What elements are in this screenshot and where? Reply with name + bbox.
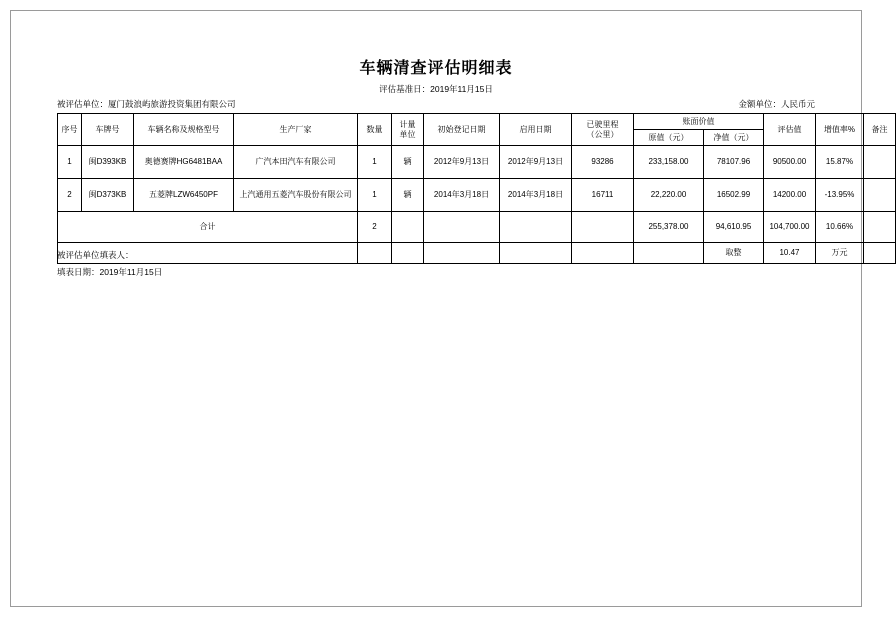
total-unit-blank — [392, 212, 424, 243]
page-title: 车辆清查评估明细表 — [359, 58, 513, 77]
cell-unit: 辆 — [392, 179, 424, 212]
cell-net-value: 78107.96 — [704, 146, 764, 179]
cell-first-reg-date: 2014年3月18日 — [424, 179, 500, 212]
cell-net-value: 16502.99 — [704, 179, 764, 212]
cell-appreciation-rate: -13.95% — [816, 179, 864, 212]
cell-remark — [864, 146, 896, 179]
col-manufacturer: 生产厂家 — [234, 114, 358, 146]
cell-original-value: 22,220.00 — [634, 179, 704, 212]
col-mileage-line2: （公里） — [586, 129, 619, 139]
cell-mileage: 93286 — [572, 146, 634, 179]
cell-name-model: 奥德赛牌HG6481BAA — [134, 146, 234, 179]
col-start-use-date: 启用日期 — [500, 114, 572, 146]
footer-signature: 被评估单位填表人： — [57, 250, 134, 260]
table-rounding-row — [58, 243, 896, 264]
cell-seq: 2 — [58, 179, 82, 212]
rounding-blank-6 — [572, 243, 634, 264]
total-net-value: 94,610.95 — [704, 212, 764, 243]
table-header-row-1 — [58, 114, 896, 130]
cell-manufacturer: 广汽本田汽车有限公司 — [234, 146, 358, 179]
cell-unit: 辆 — [392, 146, 424, 179]
table-total-row — [58, 212, 896, 243]
cell-name-model: 五菱牌LZW6450PF — [134, 179, 234, 212]
table-row — [58, 146, 896, 179]
cell-quantity: 1 — [358, 146, 392, 179]
appraised-unit-label: 被评估单位：厦门鼓浪屿旅游投资集团有限公司 — [57, 99, 236, 109]
cell-first-reg-date: 2012年9月13日 — [424, 146, 500, 179]
total-mileage-blank — [572, 212, 634, 243]
col-mileage-line1: 已驶里程 — [586, 120, 619, 130]
cell-start-use-date: 2012年9月13日 — [500, 146, 572, 179]
col-mileage — [572, 114, 634, 146]
rounding-blank-2 — [358, 243, 392, 264]
col-seq: 序号 — [58, 114, 82, 146]
total-original-value: 255,378.00 — [634, 212, 704, 243]
total-appreciation-rate: 10.66% — [816, 212, 864, 243]
col-net-value: 净值（元） — [704, 130, 764, 146]
cell-manufacturer: 上汽通用五菱汽车股份有限公司 — [234, 179, 358, 212]
total-first-reg-blank — [424, 212, 500, 243]
col-appreciation-rate: 增值率% — [816, 114, 864, 146]
cell-appreciation-rate: 15.87% — [816, 146, 864, 179]
total-appraised-value: 104,700.00 — [764, 212, 816, 243]
cell-plate: 闽D393KB — [82, 146, 134, 179]
table-row — [58, 179, 896, 212]
cell-remark — [864, 179, 896, 212]
total-remark — [864, 212, 896, 243]
table-header — [58, 114, 896, 146]
rounding-blank-7 — [634, 243, 704, 264]
rounding-blank-5 — [500, 243, 572, 264]
col-original-value: 原值（元） — [634, 130, 704, 146]
cell-quantity: 1 — [358, 179, 392, 212]
vehicle-appraisal-table — [57, 113, 896, 264]
rounding-blank-4 — [424, 243, 500, 264]
footer-date: 填表日期：2019年11月15日 — [57, 267, 163, 277]
valuation-basis-date: 评估基准日：2019年11月15日 — [379, 84, 493, 94]
rounding-value: 10.47 — [764, 243, 816, 264]
rounding-label: 取整 — [704, 243, 764, 264]
currency-unit-label: 金额单位：人民币元 — [738, 99, 815, 109]
cell-plate: 闽D373KB — [82, 179, 134, 212]
total-quantity: 2 — [358, 212, 392, 243]
col-unit — [392, 114, 424, 146]
cell-original-value: 233,158.00 — [634, 146, 704, 179]
col-appraised-value: 评估值 — [764, 114, 816, 146]
col-book-value-group: 账面价值 — [634, 114, 764, 130]
col-unit-line1: 计量 — [399, 120, 416, 130]
col-name-model: 车辆名称及规格型号 — [134, 114, 234, 146]
col-plate: 车牌号 — [82, 114, 134, 146]
rounding-blank-3 — [392, 243, 424, 264]
col-unit-line2: 单位 — [399, 129, 416, 139]
rounding-unit: 万元 — [816, 243, 864, 264]
col-remark: 备注 — [864, 114, 896, 146]
cell-mileage: 16711 — [572, 179, 634, 212]
rounding-blank-8 — [864, 243, 896, 264]
cell-appraised-value: 14200.00 — [764, 179, 816, 212]
total-start-use-blank — [500, 212, 572, 243]
cell-seq: 1 — [58, 146, 82, 179]
col-first-reg-date: 初始登记日期 — [424, 114, 500, 146]
table-body — [58, 146, 896, 264]
col-quantity: 数量 — [358, 114, 392, 146]
total-label: 合计 — [58, 212, 358, 243]
cell-start-use-date: 2014年3月18日 — [500, 179, 572, 212]
cell-appraised-value: 90500.00 — [764, 146, 816, 179]
